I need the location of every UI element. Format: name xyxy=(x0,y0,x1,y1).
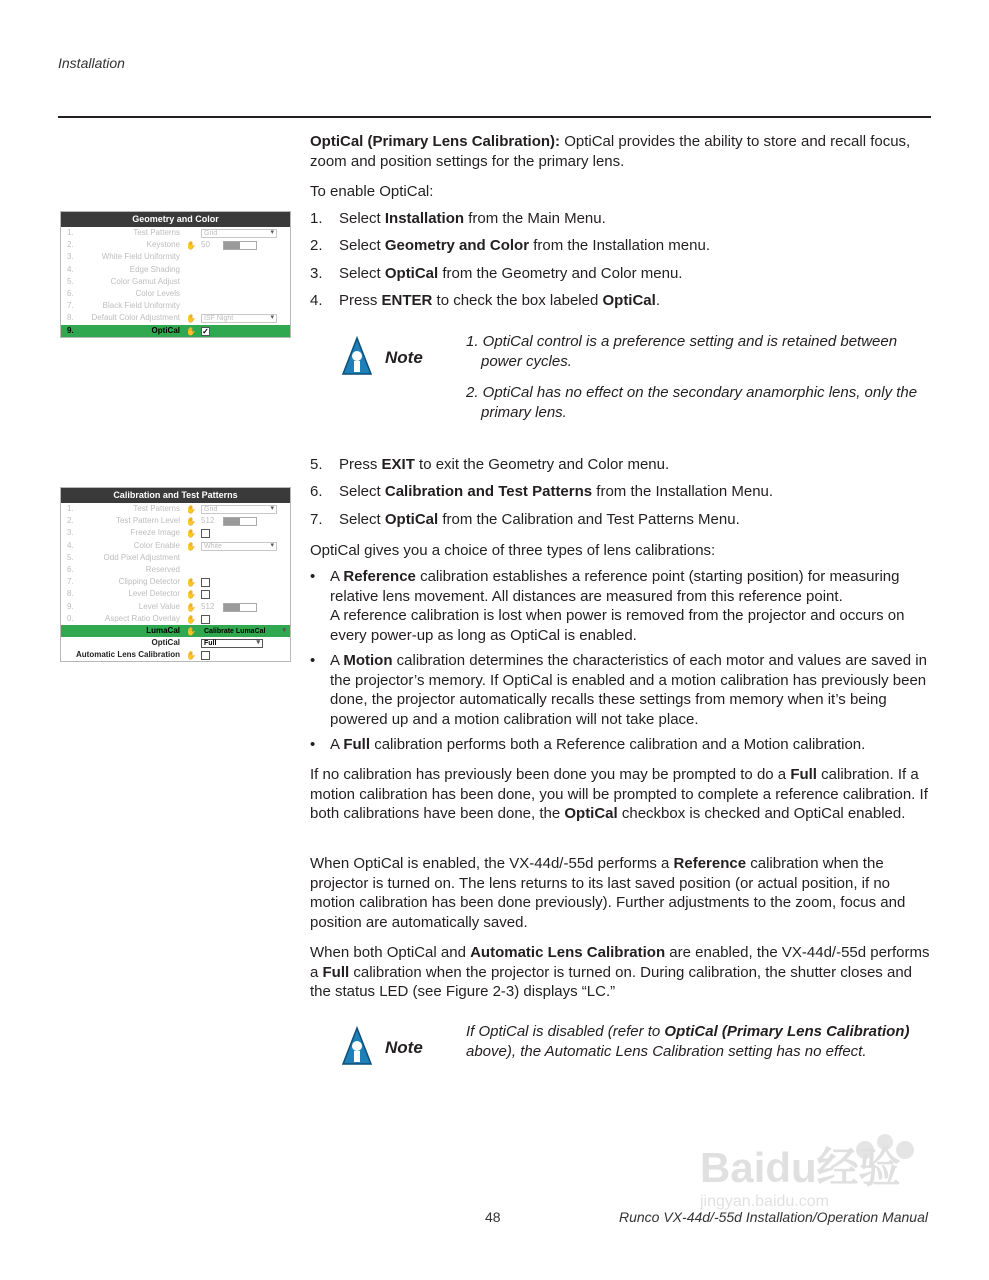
checkbox[interactable] xyxy=(201,615,210,624)
remote-icon: ✋ xyxy=(186,529,196,539)
menu-row-opti-cal[interactable]: OptiCal Full ▾ xyxy=(61,637,290,649)
checkbox[interactable] xyxy=(201,529,210,538)
step-2: 2. Select Geometry and Color from the Installation menu. xyxy=(310,237,710,254)
remote-icon: ✋ xyxy=(186,241,196,251)
dropdown[interactable]: Grid ▾ xyxy=(201,229,277,238)
menu-title: Calibration and Test Patterns xyxy=(61,488,290,503)
note-2-text: If OptiCal is disabled (refer to OptiCal (Primary Lens Calibration) above), the Automatic Lens Calibration setting has no effect. xyxy=(466,1023,910,1060)
bullet-motion: • A Motion calibration determines the characteristics of each motor and values are saved in the projector’s memory. If OptiCal is enabled and a motion calibration has previously been done, the projector automatically recalls these settings from memory when it’s being powered up and a motion calibration will not take place. xyxy=(310,652,927,728)
menu-row[interactable]: 6. Color Levels xyxy=(67,288,180,298)
geometry-color-menu xyxy=(60,211,291,338)
choice-intro: OptiCal gives you a choice of three types of lens calibrations: xyxy=(310,542,716,559)
menu-row[interactable]: 8. Default Color Adjustment ✋ ISF Night ▾ xyxy=(61,312,290,324)
slider[interactable] xyxy=(223,603,257,612)
menu-row[interactable]: 7. Black Field Uniformity xyxy=(67,301,180,311)
remote-icon: ✋ xyxy=(186,578,196,588)
note-icon xyxy=(341,334,423,380)
header-rule xyxy=(58,116,931,118)
remote-icon: ✋ xyxy=(186,517,196,527)
menu-row[interactable]: 1. Test Patterns Grid ▾ xyxy=(61,227,290,239)
menu-row[interactable]: 4. Edge Shading xyxy=(67,264,180,274)
remote-icon: ✋ xyxy=(186,614,196,624)
step-3: 3. Select OptiCal from the Geometry and Color menu. xyxy=(310,265,683,282)
menu-row[interactable]: 3. Freeze Image ✋ xyxy=(61,527,290,539)
enable-line: To enable OptiCal: xyxy=(310,183,434,200)
paragraph-prompt: If no calibration has previously been done you may be prompted to do a Full calibration. If a motion calibration has been done, you will be prompted to complete a reference calibration. If both calibrations have been done, the OptiCal checkbox is checked and OptiCal enabled. xyxy=(310,766,928,822)
menu-row[interactable]: 2. Test Pattern Level ✋ 512 xyxy=(61,515,290,527)
remote-icon: ✋ xyxy=(186,505,196,514)
paragraph-auto: When both OptiCal and Automatic Lens Calibration are enabled, the VX-44d/-55d performs a Full calibration when the projector is turned on. During calibration, the shutter closes and the status LED (see Figure 2-3) displays “LC.” xyxy=(310,944,930,1000)
menu-row[interactable]: 4. Color Enable ✋ White ▾ xyxy=(61,540,290,552)
intro-title: OptiCal (Primary Lens Calibration): xyxy=(310,133,561,150)
menu-row[interactable]: 8. Level Detector ✋ xyxy=(61,588,290,600)
menu-row[interactable]: 9. Level Value ✋ 512 xyxy=(61,601,290,613)
slider[interactable] xyxy=(223,241,257,250)
bullet-reference: • A Reference calibration establishes a reference point (starting position) for measuring relative lens movement. All distances are measured from this reference point. A reference calibration is lost when power is removed from the projector and occurs on every power-up as long as OptiCal is enabled. xyxy=(310,568,905,644)
dropdown[interactable]: ISF Night ▾ xyxy=(201,314,277,323)
step-1: 1. Select Installation from the Main Menu. xyxy=(310,210,606,227)
step-6: 6. Select Calibration and Test Patterns from the Installation Menu. xyxy=(310,483,774,500)
remote-icon: ✋ xyxy=(186,541,196,551)
menu-row-luma-cal[interactable]: LumaCal ✋ Calibrate LumaCal ▾ xyxy=(61,625,290,637)
running-header: Installation xyxy=(58,55,125,71)
opti-cal-checkbox[interactable]: ✓ xyxy=(202,326,209,336)
remote-icon: ✋ xyxy=(186,651,196,661)
step-7: 7. Select OptiCal from the Calibration and Test Patterns Menu. xyxy=(310,511,740,528)
note-label: Note xyxy=(385,1038,423,1057)
svg-text:Baidu经验: Baidu经验 xyxy=(700,1144,901,1191)
remote-icon: ✋ xyxy=(186,602,196,612)
note-1-item-2: 2. OptiCal has no effect on the secondary anamorphic lens, only the primary lens. xyxy=(466,384,918,421)
opti-cal-dropdown[interactable]: Full ▾ xyxy=(201,639,263,648)
note-1-item-1: 1. OptiCal control is a preference setting and is retained between power cycles. xyxy=(466,333,898,370)
bullet-full: • A Full calibration performs both a Reference calibration and a Motion calibration. xyxy=(310,736,866,753)
menu-row[interactable]: 5. Odd Pixel Adjustment xyxy=(67,552,180,562)
remote-icon: ✋ xyxy=(186,314,196,324)
menu-row[interactable]: 7. Clipping Detector ✋ xyxy=(61,576,290,588)
watermark xyxy=(700,1130,930,1210)
menu-row[interactable]: 0. Aspect Ratio Overlay ✋ xyxy=(61,613,290,625)
menu-title: Geometry and Color xyxy=(61,212,290,227)
menu-row[interactable]: 5. Color Gamut Adjust xyxy=(67,276,180,286)
menu-row-opti-cal[interactable]: 9. OptiCal ✋ ✓ xyxy=(61,325,290,337)
paragraph-enabled: When OptiCal is enabled, the VX-44d/-55d performs a Reference calibration when the projector is turned on. The lens returns to its last saved position (or actual position, if no motion calibration has been done previously). Further adjustments to the zoom, focus and position are automatically saved. xyxy=(310,855,906,931)
menu-row[interactable]: 1. Test Patterns ✋ Grid ▾ xyxy=(61,503,290,515)
checkbox[interactable] xyxy=(201,590,210,599)
checkbox[interactable] xyxy=(201,578,210,587)
menu-row[interactable]: 3. White Field Uniformity xyxy=(67,252,180,262)
dropdown[interactable]: White ▾ xyxy=(201,542,277,551)
remote-icon: ✋ xyxy=(186,326,196,336)
step-5: 5. Press EXIT to exit the Geometry and Color menu. xyxy=(310,456,670,473)
note-icon xyxy=(341,1024,423,1070)
menu-row[interactable]: 2. Keystone ✋ 50 xyxy=(61,239,290,251)
dropdown[interactable]: Calibrate LumaCal ▾ xyxy=(201,627,289,636)
dropdown[interactable]: Grid ▾ xyxy=(201,505,277,514)
intro-paragraph xyxy=(310,132,931,171)
page-number: 48 xyxy=(485,1209,501,1225)
calibration-test-patterns-menu xyxy=(60,487,291,662)
menu-row-auto-lens[interactable]: Automatic Lens Calibration ✋ xyxy=(61,649,290,661)
remote-icon: ✋ xyxy=(186,626,196,636)
checkbox[interactable] xyxy=(201,651,210,660)
note-1-text xyxy=(466,332,931,422)
intro-text: OptiCal provides the ability to store and recall focus, zoom and position settings for the primary lens. xyxy=(310,133,911,170)
menu-row[interactable]: 6. Reserved xyxy=(67,564,180,574)
manual-title: Runco VX-44d/-55d Installation/Operation Manual xyxy=(619,1209,928,1225)
svg-text:jingyan.baidu.com: jingyan.baidu.com xyxy=(700,1193,829,1210)
step-4: 4. Press ENTER to check the box labeled OptiCal. xyxy=(310,292,660,309)
remote-icon: ✋ xyxy=(186,590,196,600)
note-label: Note xyxy=(385,348,423,367)
slider[interactable] xyxy=(223,517,257,526)
